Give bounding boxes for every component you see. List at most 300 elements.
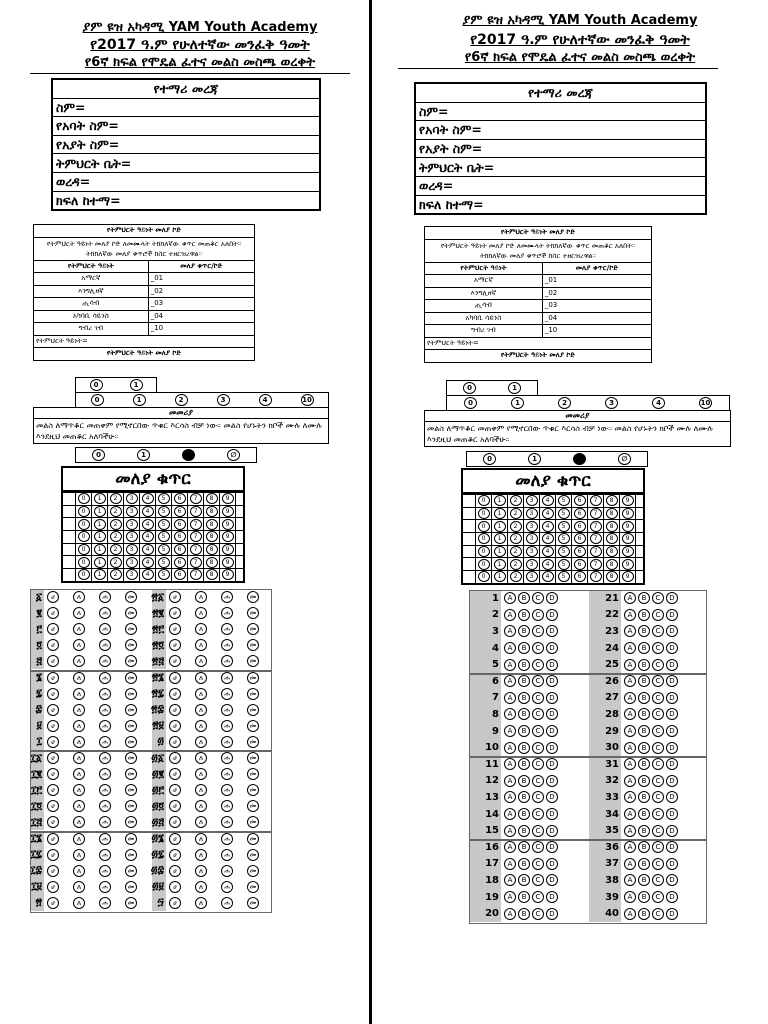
- answer-bubble[interactable]: ሀ: [169, 704, 181, 716]
- subject-line[interactable]: የትምህርት ዓይነት=: [34, 335, 255, 348]
- id-digit-bubble[interactable]: 1: [494, 533, 506, 544]
- answer-bubble[interactable]: C: [532, 592, 544, 604]
- answer-bubble[interactable]: B: [638, 725, 650, 737]
- answer-bubble[interactable]: ሀ: [47, 865, 59, 877]
- answer-bubble[interactable]: ሀ: [169, 623, 181, 635]
- answer-bubble[interactable]: A: [504, 625, 516, 637]
- answer-bubble[interactable]: ሐ: [99, 865, 111, 877]
- answer-bubble[interactable]: ሐ: [99, 897, 111, 909]
- answer-bubble[interactable]: D: [666, 642, 678, 654]
- id-digit-bubble[interactable]: 3: [126, 519, 138, 530]
- answer-bubble[interactable]: ለ: [195, 639, 207, 651]
- answer-bubble[interactable]: ሐ: [221, 849, 233, 861]
- id-digit-bubble[interactable]: 2: [510, 571, 522, 582]
- answer-bubble[interactable]: B: [518, 808, 530, 820]
- answer-bubble[interactable]: C: [652, 642, 664, 654]
- answer-bubble[interactable]: ሐ: [99, 881, 111, 893]
- answer-bubble[interactable]: A: [504, 758, 516, 770]
- answer-bubble[interactable]: C: [532, 692, 544, 704]
- answer-bubble[interactable]: ለ: [73, 849, 85, 861]
- answer-bubble[interactable]: B: [518, 642, 530, 654]
- answer-bubble[interactable]: B: [518, 675, 530, 687]
- field-subcity[interactable]: ክፍለ ከተማ=: [415, 195, 706, 214]
- answer-bubble[interactable]: B: [518, 609, 530, 621]
- answer-bubble[interactable]: መ: [247, 704, 259, 716]
- answer-bubble[interactable]: A: [504, 692, 516, 704]
- answer-bubble[interactable]: A: [504, 908, 516, 920]
- id-digit-bubble[interactable]: 3: [526, 508, 538, 519]
- answer-bubble[interactable]: ሀ: [47, 623, 59, 635]
- answer-bubble[interactable]: ሐ: [221, 736, 233, 748]
- answer-bubble[interactable]: B: [518, 742, 530, 754]
- answer-bubble[interactable]: ሀ: [47, 607, 59, 619]
- id-digit-bubble[interactable]: 4: [142, 569, 154, 580]
- answer-bubble[interactable]: D: [546, 891, 558, 903]
- id-digit-bubble[interactable]: 9: [222, 544, 234, 555]
- answer-bubble[interactable]: A: [504, 642, 516, 654]
- answer-bubble[interactable]: ሀ: [47, 639, 59, 651]
- answer-bubble[interactable]: A: [504, 675, 516, 687]
- id-digit-bubble[interactable]: 2: [510, 559, 522, 570]
- code-bubble[interactable]: 1: [133, 394, 146, 406]
- id-digit-bubble[interactable]: 9: [222, 557, 234, 568]
- id-digit-bubble[interactable]: 0: [478, 495, 490, 506]
- id-digit-bubble[interactable]: 4: [542, 559, 554, 570]
- answer-bubble[interactable]: A: [504, 874, 516, 886]
- id-digit-bubble[interactable]: 7: [590, 546, 602, 557]
- answer-bubble[interactable]: ሀ: [47, 833, 59, 845]
- answer-bubble[interactable]: C: [652, 841, 664, 853]
- answer-bubble[interactable]: ሐ: [221, 623, 233, 635]
- answer-bubble[interactable]: መ: [125, 752, 137, 764]
- id-digit-bubble[interactable]: 5: [158, 569, 170, 580]
- id-digit-bubble[interactable]: 2: [110, 493, 122, 504]
- id-digit-bubble[interactable]: 1: [494, 559, 506, 570]
- id-digit-bubble[interactable]: 8: [206, 519, 218, 530]
- answer-bubble[interactable]: ሀ: [169, 752, 181, 764]
- answer-bubble[interactable]: መ: [247, 849, 259, 861]
- id-digit-bubble[interactable]: 1: [494, 521, 506, 532]
- answer-bubble[interactable]: መ: [125, 607, 137, 619]
- answer-bubble[interactable]: D: [666, 908, 678, 920]
- answer-bubble[interactable]: መ: [247, 591, 259, 603]
- answer-bubble[interactable]: ሀ: [47, 736, 59, 748]
- answer-bubble[interactable]: D: [666, 725, 678, 737]
- id-digit-bubble[interactable]: 1: [94, 569, 106, 580]
- answer-bubble[interactable]: C: [532, 609, 544, 621]
- answer-bubble[interactable]: ሐ: [221, 688, 233, 700]
- answer-bubble[interactable]: ሀ: [47, 704, 59, 716]
- answer-bubble[interactable]: B: [518, 659, 530, 671]
- id-digit-bubble[interactable]: 7: [590, 571, 602, 582]
- answer-bubble[interactable]: C: [532, 659, 544, 671]
- id-digit-bubble[interactable]: 2: [110, 519, 122, 530]
- code-bubble[interactable]: 10: [700, 399, 711, 407]
- answer-bubble[interactable]: D: [666, 858, 678, 870]
- answer-bubble[interactable]: B: [518, 858, 530, 870]
- answer-bubble[interactable]: D: [666, 692, 678, 704]
- answer-bubble[interactable]: A: [504, 891, 516, 903]
- answer-bubble[interactable]: ሐ: [221, 768, 233, 780]
- answer-bubble[interactable]: ሀ: [169, 881, 181, 893]
- id-digit-bubble[interactable]: 8: [606, 508, 618, 519]
- answer-bubble[interactable]: ሀ: [169, 897, 181, 909]
- answer-bubble[interactable]: A: [624, 758, 636, 770]
- answer-bubble[interactable]: ለ: [195, 704, 207, 716]
- field-father-name[interactable]: የአባት ስም=: [415, 121, 706, 140]
- id-digit-bubble[interactable]: 8: [206, 557, 218, 568]
- answer-bubble[interactable]: ለ: [195, 720, 207, 732]
- answer-bubble[interactable]: ሀ: [169, 672, 181, 684]
- answer-bubble[interactable]: ለ: [73, 768, 85, 780]
- id-digit-bubble[interactable]: 4: [142, 557, 154, 568]
- answer-bubble[interactable]: ሀ: [47, 800, 59, 812]
- code-bubble[interactable]: 0: [91, 394, 104, 406]
- answer-bubble[interactable]: D: [666, 891, 678, 903]
- answer-bubble[interactable]: ሀ: [47, 768, 59, 780]
- answer-bubble[interactable]: D: [546, 841, 558, 853]
- answer-bubble[interactable]: A: [624, 808, 636, 820]
- id-digit-bubble[interactable]: 0: [78, 493, 90, 504]
- answer-bubble[interactable]: D: [666, 675, 678, 687]
- id-digit-bubble[interactable]: 7: [190, 544, 202, 555]
- id-digit-bubble[interactable]: 3: [126, 557, 138, 568]
- id-digit-bubble[interactable]: 9: [222, 569, 234, 580]
- answer-bubble[interactable]: መ: [125, 881, 137, 893]
- id-digit-bubble[interactable]: 7: [590, 521, 602, 532]
- answer-bubble[interactable]: D: [546, 642, 558, 654]
- answer-bubble[interactable]: ሐ: [99, 768, 111, 780]
- answer-bubble[interactable]: D: [666, 708, 678, 720]
- field-woreda[interactable]: ወረዳ=: [415, 176, 706, 195]
- answer-bubble[interactable]: ሀ: [47, 816, 59, 828]
- answer-bubble[interactable]: B: [518, 841, 530, 853]
- answer-bubble[interactable]: A: [624, 692, 636, 704]
- answer-bubble[interactable]: C: [652, 775, 664, 787]
- answer-bubble[interactable]: ለ: [195, 881, 207, 893]
- answer-bubble[interactable]: C: [652, 692, 664, 704]
- answer-bubble[interactable]: መ: [247, 672, 259, 684]
- id-digit-bubble[interactable]: 5: [158, 519, 170, 530]
- answer-bubble[interactable]: መ: [247, 784, 259, 796]
- field-school[interactable]: ትምህርት ቤት=: [415, 158, 706, 177]
- answer-bubble[interactable]: C: [652, 592, 664, 604]
- id-digit-bubble[interactable]: 6: [574, 508, 586, 519]
- answer-bubble[interactable]: D: [546, 775, 558, 787]
- answer-bubble[interactable]: C: [652, 625, 664, 637]
- answer-bubble[interactable]: D: [546, 725, 558, 737]
- answer-bubble[interactable]: መ: [247, 639, 259, 651]
- answer-bubble[interactable]: መ: [125, 655, 137, 667]
- code-bubble[interactable]: 1: [511, 397, 524, 409]
- code-bubble[interactable]: 2: [175, 394, 188, 406]
- id-digit-bubble[interactable]: 8: [206, 569, 218, 580]
- answer-bubble[interactable]: ሀ: [47, 752, 59, 764]
- answer-bubble[interactable]: D: [666, 808, 678, 820]
- id-digit-bubble[interactable]: 9: [222, 519, 234, 530]
- answer-bubble[interactable]: ለ: [195, 591, 207, 603]
- answer-bubble[interactable]: መ: [247, 655, 259, 667]
- answer-bubble[interactable]: D: [546, 825, 558, 837]
- answer-bubble[interactable]: C: [532, 642, 544, 654]
- id-digit-bubble[interactable]: 8: [606, 559, 618, 570]
- answer-bubble[interactable]: B: [638, 858, 650, 870]
- answer-bubble[interactable]: ለ: [73, 623, 85, 635]
- id-digit-bubble[interactable]: 9: [622, 521, 634, 532]
- id-digit-bubble[interactable]: 6: [174, 531, 186, 542]
- answer-bubble[interactable]: ሀ: [169, 865, 181, 877]
- answer-bubble[interactable]: A: [624, 708, 636, 720]
- answer-bubble[interactable]: ሐ: [99, 720, 111, 732]
- answer-bubble[interactable]: C: [532, 625, 544, 637]
- answer-bubble[interactable]: B: [638, 708, 650, 720]
- id-digit-bubble[interactable]: 9: [222, 506, 234, 517]
- answer-bubble[interactable]: ለ: [73, 672, 85, 684]
- id-digit-bubble[interactable]: 6: [174, 544, 186, 555]
- id-digit-bubble[interactable]: 7: [590, 495, 602, 506]
- answer-bubble[interactable]: ሐ: [99, 816, 111, 828]
- id-digit-bubble[interactable]: 4: [142, 544, 154, 555]
- id-digit-bubble[interactable]: 6: [174, 569, 186, 580]
- answer-bubble[interactable]: መ: [125, 800, 137, 812]
- answer-bubble[interactable]: D: [546, 625, 558, 637]
- answer-bubble[interactable]: C: [532, 825, 544, 837]
- code-bubble[interactable]: 10: [302, 396, 312, 404]
- id-digit-bubble[interactable]: 9: [622, 559, 634, 570]
- answer-bubble[interactable]: ለ: [73, 897, 85, 909]
- answer-bubble[interactable]: ሐ: [99, 833, 111, 845]
- answer-bubble[interactable]: ሀ: [169, 591, 181, 603]
- answer-bubble[interactable]: C: [532, 874, 544, 886]
- id-digit-bubble[interactable]: 6: [174, 493, 186, 504]
- id-digit-bubble[interactable]: 5: [158, 506, 170, 517]
- answer-bubble[interactable]: ሐ: [221, 800, 233, 812]
- answer-bubble[interactable]: B: [518, 891, 530, 903]
- answer-bubble[interactable]: መ: [125, 768, 137, 780]
- id-digit-bubble[interactable]: 5: [158, 531, 170, 542]
- id-digit-bubble[interactable]: 8: [206, 544, 218, 555]
- answer-bubble[interactable]: C: [532, 708, 544, 720]
- answer-bubble[interactable]: ሐ: [99, 688, 111, 700]
- answer-bubble[interactable]: A: [504, 742, 516, 754]
- answer-bubble[interactable]: D: [546, 708, 558, 720]
- id-digit-bubble[interactable]: 9: [622, 571, 634, 582]
- id-digit-bubble[interactable]: 6: [174, 519, 186, 530]
- answer-bubble[interactable]: ሐ: [221, 720, 233, 732]
- answer-bubble[interactable]: A: [504, 775, 516, 787]
- answer-bubble[interactable]: ሐ: [221, 752, 233, 764]
- id-digit-bubble[interactable]: 6: [574, 546, 586, 557]
- answer-bubble[interactable]: ሐ: [221, 591, 233, 603]
- field-woreda[interactable]: ወረዳ=: [52, 172, 320, 191]
- answer-bubble[interactable]: ሐ: [99, 704, 111, 716]
- answer-bubble[interactable]: C: [532, 791, 544, 803]
- id-digit-bubble[interactable]: 8: [606, 546, 618, 557]
- answer-bubble[interactable]: A: [624, 625, 636, 637]
- id-digit-bubble[interactable]: 1: [94, 493, 106, 504]
- id-digit-bubble[interactable]: 6: [574, 559, 586, 570]
- id-digit-bubble[interactable]: 1: [494, 508, 506, 519]
- answer-bubble[interactable]: C: [532, 908, 544, 920]
- answer-bubble[interactable]: ሀ: [169, 655, 181, 667]
- answer-bubble[interactable]: B: [638, 791, 650, 803]
- code-bubble[interactable]: 4: [259, 394, 272, 406]
- answer-bubble[interactable]: A: [504, 791, 516, 803]
- code-bubble[interactable]: 0: [464, 397, 477, 409]
- answer-bubble[interactable]: ሐ: [221, 833, 233, 845]
- answer-bubble[interactable]: B: [518, 775, 530, 787]
- answer-bubble[interactable]: ለ: [73, 865, 85, 877]
- answer-bubble[interactable]: ሀ: [169, 736, 181, 748]
- answer-bubble[interactable]: ለ: [195, 865, 207, 877]
- answer-bubble[interactable]: D: [666, 609, 678, 621]
- code-bubble[interactable]: 1: [508, 382, 521, 394]
- id-digit-bubble[interactable]: 4: [542, 508, 554, 519]
- answer-bubble[interactable]: D: [546, 609, 558, 621]
- id-digit-bubble[interactable]: 5: [558, 508, 570, 519]
- code-bubble[interactable]: 3: [217, 394, 230, 406]
- answer-bubble[interactable]: B: [638, 675, 650, 687]
- field-name[interactable]: ስም=: [415, 102, 706, 121]
- id-digit-bubble[interactable]: 3: [526, 495, 538, 506]
- id-digit-bubble[interactable]: 0: [478, 546, 490, 557]
- answer-bubble[interactable]: ለ: [195, 623, 207, 635]
- answer-bubble[interactable]: D: [546, 858, 558, 870]
- id-digit-bubble[interactable]: 2: [110, 544, 122, 555]
- answer-bubble[interactable]: ሐ: [99, 784, 111, 796]
- answer-bubble[interactable]: ለ: [195, 833, 207, 845]
- answer-bubble[interactable]: ለ: [195, 607, 207, 619]
- answer-bubble[interactable]: D: [546, 758, 558, 770]
- answer-bubble[interactable]: C: [532, 725, 544, 737]
- answer-bubble[interactable]: D: [546, 874, 558, 886]
- answer-bubble[interactable]: A: [624, 675, 636, 687]
- answer-bubble[interactable]: መ: [247, 736, 259, 748]
- id-digit-bubble[interactable]: 3: [526, 533, 538, 544]
- answer-bubble[interactable]: ሐ: [221, 655, 233, 667]
- id-digit-bubble[interactable]: 3: [526, 571, 538, 582]
- id-digit-bubble[interactable]: 4: [542, 533, 554, 544]
- answer-bubble[interactable]: ለ: [73, 704, 85, 716]
- answer-bubble[interactable]: ሐ: [221, 881, 233, 893]
- id-digit-bubble[interactable]: 2: [510, 521, 522, 532]
- answer-bubble[interactable]: C: [532, 758, 544, 770]
- answer-bubble[interactable]: ለ: [73, 688, 85, 700]
- answer-bubble[interactable]: B: [518, 758, 530, 770]
- answer-bubble[interactable]: ሀ: [47, 784, 59, 796]
- answer-bubble[interactable]: መ: [247, 607, 259, 619]
- id-digit-bubble[interactable]: 3: [126, 493, 138, 504]
- answer-bubble[interactable]: ሐ: [221, 672, 233, 684]
- id-digit-bubble[interactable]: 0: [478, 521, 490, 532]
- answer-bubble[interactable]: A: [624, 659, 636, 671]
- answer-bubble[interactable]: መ: [125, 849, 137, 861]
- id-digit-bubble[interactable]: 5: [158, 493, 170, 504]
- code-bubble[interactable]: 3: [605, 397, 618, 409]
- answer-bubble[interactable]: A: [624, 825, 636, 837]
- answer-bubble[interactable]: C: [532, 858, 544, 870]
- answer-bubble[interactable]: C: [532, 775, 544, 787]
- id-digit-bubble[interactable]: 0: [478, 533, 490, 544]
- answer-bubble[interactable]: ለ: [73, 752, 85, 764]
- id-digit-bubble[interactable]: 2: [510, 533, 522, 544]
- id-digit-bubble[interactable]: 8: [606, 533, 618, 544]
- answer-bubble[interactable]: A: [624, 775, 636, 787]
- id-digit-bubble[interactable]: 3: [526, 559, 538, 570]
- id-digit-bubble[interactable]: 7: [190, 557, 202, 568]
- answer-bubble[interactable]: ሀ: [169, 849, 181, 861]
- id-digit-bubble[interactable]: 7: [590, 533, 602, 544]
- id-digit-bubble[interactable]: 3: [126, 506, 138, 517]
- answer-bubble[interactable]: A: [624, 742, 636, 754]
- id-digit-bubble[interactable]: 6: [574, 571, 586, 582]
- answer-bubble[interactable]: A: [624, 642, 636, 654]
- answer-bubble[interactable]: ሀ: [47, 591, 59, 603]
- id-digit-bubble[interactable]: 4: [542, 495, 554, 506]
- id-digit-bubble[interactable]: 4: [142, 531, 154, 542]
- answer-bubble[interactable]: ሐ: [221, 816, 233, 828]
- answer-bubble[interactable]: C: [652, 808, 664, 820]
- id-digit-bubble[interactable]: 1: [494, 546, 506, 557]
- answer-bubble[interactable]: A: [624, 874, 636, 886]
- answer-bubble[interactable]: C: [652, 659, 664, 671]
- answer-bubble[interactable]: C: [652, 891, 664, 903]
- answer-bubble[interactable]: ለ: [195, 897, 207, 909]
- id-digit-bubble[interactable]: 4: [542, 571, 554, 582]
- answer-bubble[interactable]: መ: [125, 833, 137, 845]
- answer-bubble[interactable]: A: [624, 592, 636, 604]
- answer-bubble[interactable]: D: [546, 742, 558, 754]
- answer-bubble[interactable]: C: [532, 808, 544, 820]
- id-digit-bubble[interactable]: 7: [590, 559, 602, 570]
- answer-bubble[interactable]: C: [652, 908, 664, 920]
- answer-bubble[interactable]: ሀ: [169, 768, 181, 780]
- id-digit-bubble[interactable]: 0: [78, 544, 90, 555]
- answer-bubble[interactable]: A: [624, 908, 636, 920]
- answer-bubble[interactable]: ሐ: [99, 672, 111, 684]
- field-name[interactable]: ስም=: [52, 98, 320, 117]
- answer-bubble[interactable]: ሐ: [99, 752, 111, 764]
- answer-bubble[interactable]: መ: [125, 816, 137, 828]
- id-digit-bubble[interactable]: 3: [526, 546, 538, 557]
- answer-bubble[interactable]: C: [652, 874, 664, 886]
- id-digit-bubble[interactable]: 4: [142, 506, 154, 517]
- id-digit-bubble[interactable]: 7: [190, 519, 202, 530]
- id-digit-bubble[interactable]: 5: [158, 544, 170, 555]
- id-digit-bubble[interactable]: 3: [126, 544, 138, 555]
- id-digit-bubble[interactable]: 9: [222, 531, 234, 542]
- code-bubble[interactable]: 1: [130, 379, 143, 391]
- answer-bubble[interactable]: D: [666, 592, 678, 604]
- id-digit-bubble[interactable]: 7: [190, 569, 202, 580]
- answer-bubble[interactable]: A: [504, 609, 516, 621]
- answer-bubble[interactable]: ለ: [195, 849, 207, 861]
- answer-bubble[interactable]: ሐ: [99, 639, 111, 651]
- id-digit-bubble[interactable]: 8: [206, 506, 218, 517]
- answer-bubble[interactable]: B: [518, 725, 530, 737]
- id-digit-bubble[interactable]: 5: [558, 546, 570, 557]
- id-digit-bubble[interactable]: 7: [190, 493, 202, 504]
- answer-bubble[interactable]: B: [638, 908, 650, 920]
- answer-bubble[interactable]: C: [652, 609, 664, 621]
- answer-bubble[interactable]: ለ: [73, 607, 85, 619]
- answer-bubble[interactable]: መ: [247, 688, 259, 700]
- answer-bubble[interactable]: ሐ: [221, 639, 233, 651]
- answer-bubble[interactable]: B: [638, 609, 650, 621]
- answer-bubble[interactable]: ሀ: [169, 688, 181, 700]
- answer-bubble[interactable]: ለ: [195, 672, 207, 684]
- answer-bubble[interactable]: B: [518, 625, 530, 637]
